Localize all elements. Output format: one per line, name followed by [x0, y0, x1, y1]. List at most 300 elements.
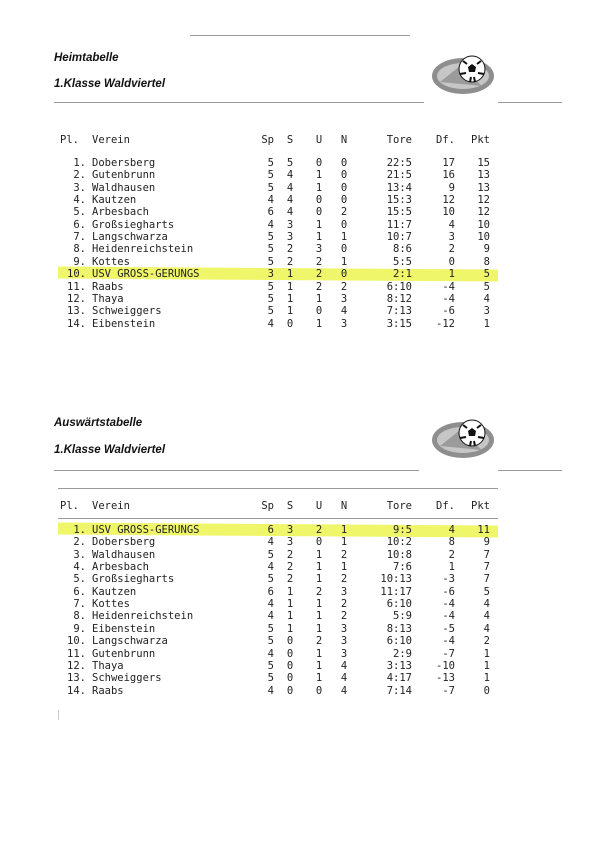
- cell-verein: Langschwarza: [92, 635, 168, 648]
- cell-n: 0: [340, 157, 348, 169]
- cell-u: 0: [315, 194, 323, 207]
- cell-sp: 4: [267, 561, 274, 574]
- cell-n: 3: [340, 622, 348, 635]
- table-row: [0, 231, 600, 244]
- cell-tore: 7:13: [386, 305, 412, 318]
- col-sp: Sp: [261, 500, 274, 512]
- cell-verein: Kautzen: [92, 194, 137, 207]
- cell-df: -4: [442, 292, 455, 305]
- table-row: [0, 281, 600, 294]
- cell-s: 2: [286, 548, 294, 561]
- cell-verein: Dobersberg: [92, 157, 156, 169]
- divider: [498, 470, 562, 471]
- cell-s: 3: [286, 231, 294, 244]
- cell-pkt: 9: [483, 243, 490, 256]
- cell-verein: Thaya: [92, 659, 124, 672]
- col-tore: Tore: [386, 500, 412, 512]
- cell-verein: Kautzen: [92, 585, 137, 598]
- table-row: [0, 672, 600, 685]
- cell-df: 2: [448, 548, 455, 561]
- cell-verein: Schweiggers: [92, 672, 162, 685]
- cell-sp: 4: [267, 684, 274, 697]
- cell-verein: USV GROSS-GERUNGS: [92, 524, 200, 536]
- cell-n: 2: [340, 548, 348, 561]
- col-s: S: [286, 134, 294, 146]
- cell-n: 2: [340, 610, 348, 623]
- cell-tore: 8:12: [386, 292, 412, 305]
- cell-verein: Heidenreichstein: [92, 610, 194, 623]
- col-s: S: [286, 500, 294, 512]
- cell-df: -7: [442, 684, 455, 697]
- cell-u: 1: [315, 231, 323, 244]
- cell-sp: 5: [267, 292, 274, 305]
- cell-n: 0: [340, 218, 348, 231]
- cell-tore: 10:8: [386, 548, 412, 561]
- col-pkt: Pkt: [471, 500, 490, 512]
- cell-n: 1: [340, 255, 348, 268]
- cell-df: 1: [448, 268, 455, 281]
- col-df: Df.: [436, 134, 455, 146]
- cell-sp: 6: [267, 206, 274, 219]
- cell-verein: Dobersberg: [92, 536, 156, 549]
- cell-pl: 11.: [67, 280, 86, 293]
- cell-u: 1: [315, 548, 323, 561]
- cell-n: 4: [340, 684, 348, 697]
- table-header: [0, 134, 600, 147]
- cell-df: -3: [442, 573, 455, 586]
- cell-sp: 4: [267, 317, 274, 330]
- cell-tore: 13:4: [386, 181, 412, 194]
- cell-verein: Waldhausen: [92, 548, 156, 561]
- cell-sp: 4: [267, 194, 274, 207]
- table-row: [0, 157, 600, 170]
- table-row: [0, 256, 600, 269]
- table-row: [0, 623, 600, 636]
- cell-tore: 22:5: [386, 157, 412, 169]
- cell-s: 5: [286, 157, 294, 169]
- table-row: [0, 206, 600, 219]
- cell-df: 8: [448, 536, 455, 549]
- divider: [498, 102, 562, 103]
- cell-pkt: 11: [477, 524, 490, 536]
- cell-pkt: 12: [477, 194, 490, 207]
- cell-pl: 12.: [67, 659, 86, 672]
- cell-verein: Gutenbrunn: [92, 169, 156, 182]
- col-n: N: [340, 500, 348, 512]
- cell-df: -10: [436, 659, 455, 672]
- cell-pkt: 13: [477, 181, 490, 194]
- cell-u: 1: [315, 317, 323, 330]
- cell-s: 1: [286, 622, 294, 635]
- cell-pl: 5.: [73, 573, 86, 586]
- cell-verein: Kottes: [92, 598, 130, 611]
- cell-pkt: 1: [483, 659, 490, 672]
- cell-pl: 6.: [73, 585, 86, 598]
- table-row: [0, 318, 600, 331]
- table-row: [0, 268, 600, 281]
- cell-pl: 4.: [73, 194, 86, 207]
- cell-tore: 11:7: [386, 218, 412, 231]
- soccer-ball-icon: [430, 52, 500, 96]
- col-n: N: [340, 134, 348, 146]
- cell-s: 3: [286, 536, 294, 549]
- cell-u: 3: [315, 243, 323, 256]
- cell-u: 0: [315, 536, 323, 549]
- cell-s: 2: [286, 561, 294, 574]
- cell-sp: 5: [267, 231, 274, 244]
- cell-s: 1: [286, 598, 294, 611]
- cell-pl: 13.: [67, 305, 86, 318]
- cell-df: 17: [442, 157, 455, 169]
- table-row: [0, 586, 600, 599]
- cell-verein: Waldhausen: [92, 181, 156, 194]
- cell-s: 0: [286, 672, 294, 685]
- cell-s: 4: [286, 206, 294, 219]
- cell-pkt: 10: [477, 231, 490, 244]
- col-verein: Verein: [92, 134, 130, 146]
- cell-sp: 4: [267, 647, 274, 660]
- table-row: [0, 610, 600, 623]
- cell-u: 2: [315, 635, 323, 648]
- cell-u: 1: [315, 610, 323, 623]
- cell-u: 0: [315, 206, 323, 219]
- cell-u: 1: [315, 292, 323, 305]
- table-row: [0, 305, 600, 318]
- cell-tore: 10:2: [386, 536, 412, 549]
- cell-u: 2: [315, 524, 323, 536]
- divider: [54, 470, 419, 471]
- cell-tore: 3:13: [386, 659, 412, 672]
- cell-n: 2: [340, 206, 348, 219]
- cell-df: 1: [448, 561, 455, 574]
- cell-verein: Arbesbach: [92, 206, 149, 219]
- cell-pl: 11.: [67, 647, 86, 660]
- cell-n: 1: [340, 536, 348, 549]
- cell-df: -5: [442, 622, 455, 635]
- cell-df: -4: [442, 610, 455, 623]
- cell-tore: 15:3: [386, 194, 412, 207]
- table-row: [0, 169, 600, 182]
- table-row: [0, 573, 600, 586]
- table-row: [0, 635, 600, 648]
- cell-df: 3: [448, 231, 455, 244]
- cell-s: 1: [286, 610, 294, 623]
- cell-u: 1: [315, 573, 323, 586]
- cell-s: 2: [286, 573, 294, 586]
- cell-n: 1: [340, 524, 348, 536]
- cell-u: 1: [315, 672, 323, 685]
- cell-df: -4: [442, 598, 455, 611]
- cell-pkt: 5: [483, 585, 490, 598]
- cell-s: 4: [286, 194, 294, 207]
- cell-u: 2: [315, 585, 323, 598]
- cell-pkt: 5: [483, 280, 490, 293]
- cell-tore: 7:6: [393, 561, 412, 574]
- cell-verein: Heidenreichstein: [92, 243, 194, 256]
- cell-verein: Kottes: [92, 255, 130, 268]
- cell-n: 3: [340, 585, 348, 598]
- cell-sp: 4: [267, 536, 274, 549]
- cell-tore: 5:9: [393, 610, 412, 623]
- divider: [58, 518, 498, 519]
- cell-pkt: 4: [483, 610, 490, 623]
- cell-df: -7: [442, 647, 455, 660]
- cell-pkt: 4: [483, 598, 490, 611]
- cell-n: 2: [340, 573, 348, 586]
- table-row: [0, 685, 600, 698]
- cell-tore: 8:13: [386, 622, 412, 635]
- table-row: [0, 536, 600, 549]
- table-row: [0, 194, 600, 207]
- cell-pl: 2.: [73, 169, 86, 182]
- cell-u: 1: [315, 218, 323, 231]
- cell-pl: 8.: [73, 610, 86, 623]
- cell-pl: 1.: [73, 524, 86, 536]
- cell-n: 2: [340, 280, 348, 293]
- cell-sp: 5: [267, 169, 274, 182]
- cell-tore: 6:10: [386, 598, 412, 611]
- table-row: [0, 524, 600, 537]
- cell-df: -13: [436, 672, 455, 685]
- cell-s: 2: [286, 255, 294, 268]
- col-u: U: [315, 134, 323, 146]
- cell-verein: Arbesbach: [92, 561, 149, 574]
- cell-df: 2: [448, 243, 455, 256]
- cell-pl: 12.: [67, 292, 86, 305]
- table-row: [0, 561, 600, 574]
- cell-s: 1: [286, 585, 294, 598]
- table-row: [0, 243, 600, 256]
- divider: [58, 710, 59, 720]
- cell-pl: 9.: [73, 622, 86, 635]
- cell-df: 4: [448, 218, 455, 231]
- cell-tore: 6:10: [386, 635, 412, 648]
- cell-pkt: 13: [477, 169, 490, 182]
- cell-s: 1: [286, 305, 294, 318]
- cell-u: 0: [315, 684, 323, 697]
- divider: [54, 102, 424, 103]
- cell-n: 0: [340, 169, 348, 182]
- cell-sp: 6: [267, 585, 274, 598]
- cell-pl: 4.: [73, 561, 86, 574]
- cell-s: 0: [286, 659, 294, 672]
- cell-s: 1: [286, 268, 294, 281]
- cell-s: 3: [286, 524, 294, 536]
- cell-pkt: 7: [483, 573, 490, 586]
- divider: [190, 35, 410, 36]
- cell-verein: Eibenstein: [92, 622, 156, 635]
- cell-df: 16: [442, 169, 455, 182]
- cell-pl: 14.: [67, 317, 86, 330]
- cell-tore: 4:17: [386, 672, 412, 685]
- cell-n: 4: [340, 672, 348, 685]
- cell-pkt: 5: [483, 268, 490, 281]
- cell-s: 1: [286, 292, 294, 305]
- cell-verein: Schweiggers: [92, 305, 162, 318]
- col-pl: Pl.: [60, 500, 79, 512]
- cell-sp: 5: [267, 181, 274, 194]
- cell-verein: Großsiegharts: [92, 573, 175, 586]
- cell-pl: 9.: [73, 255, 86, 268]
- cell-df: -4: [442, 280, 455, 293]
- cell-sp: 3: [267, 268, 274, 281]
- soccer-ball-icon: [430, 416, 500, 460]
- cell-df: 12: [442, 194, 455, 207]
- cell-sp: 5: [267, 548, 274, 561]
- cell-u: 0: [315, 157, 323, 169]
- cell-n: 3: [340, 635, 348, 648]
- cell-u: 1: [315, 622, 323, 635]
- cell-n: 4: [340, 659, 348, 672]
- table-title: Heimtabelle: [54, 52, 119, 64]
- col-verein: Verein: [92, 500, 130, 512]
- col-sp: Sp: [261, 134, 274, 146]
- cell-verein: Gutenbrunn: [92, 647, 156, 660]
- cell-sp: 5: [267, 635, 274, 648]
- cell-pl: 2.: [73, 536, 86, 549]
- cell-n: 1: [340, 561, 348, 574]
- cell-tore: 9:5: [393, 524, 412, 536]
- col-df: Df.: [436, 500, 455, 512]
- cell-verein: Thaya: [92, 292, 124, 305]
- cell-n: 3: [340, 292, 348, 305]
- cell-u: 2: [315, 268, 323, 281]
- cell-pkt: 1: [483, 317, 490, 330]
- cell-pl: 7.: [73, 598, 86, 611]
- cell-tore: 21:5: [386, 169, 412, 182]
- cell-pl: 3.: [73, 548, 86, 561]
- table-row: [0, 293, 600, 306]
- cell-pl: 13.: [67, 672, 86, 685]
- cell-sp: 5: [267, 305, 274, 318]
- cell-u: 0: [315, 305, 323, 318]
- cell-pkt: 12: [477, 206, 490, 219]
- cell-verein: Raabs: [92, 684, 124, 697]
- cell-tore: 5:5: [393, 255, 412, 268]
- cell-s: 1: [286, 280, 294, 293]
- cell-n: 3: [340, 647, 348, 660]
- cell-tore: 10:13: [380, 573, 412, 586]
- cell-pkt: 3: [483, 305, 490, 318]
- cell-verein: Eibenstein: [92, 317, 156, 330]
- cell-pl: 10.: [67, 268, 86, 281]
- cell-pl: 14.: [67, 684, 86, 697]
- cell-verein: Großsiegharts: [92, 218, 175, 231]
- cell-df: -12: [436, 317, 455, 330]
- table-title: Auswärtstabelle: [54, 417, 143, 429]
- cell-df: 0: [448, 255, 455, 268]
- cell-sp: 5: [267, 672, 274, 685]
- league-name: 1.Klasse Waldviertel: [54, 444, 166, 456]
- cell-tore: 10:7: [386, 231, 412, 244]
- cell-pkt: 9: [483, 536, 490, 549]
- cell-n: 2: [340, 598, 348, 611]
- cell-pl: 3.: [73, 181, 86, 194]
- cell-pkt: 7: [483, 561, 490, 574]
- cell-verein: Langschwarza: [92, 231, 168, 244]
- cell-pl: 8.: [73, 243, 86, 256]
- cell-n: 0: [340, 268, 348, 281]
- cell-sp: 5: [267, 243, 274, 256]
- cell-sp: 5: [267, 157, 274, 169]
- cell-pkt: 15: [477, 157, 490, 169]
- cell-tore: 3:15: [386, 317, 412, 330]
- cell-pkt: 8: [483, 255, 490, 268]
- cell-sp: 5: [267, 622, 274, 635]
- cell-s: 4: [286, 181, 294, 194]
- league-name: 1.Klasse Waldviertel: [54, 78, 166, 90]
- cell-pl: 7.: [73, 231, 86, 244]
- cell-pkt: 10: [477, 218, 490, 231]
- table-row: [0, 219, 600, 232]
- table-header: [0, 500, 600, 513]
- cell-df: 10: [442, 206, 455, 219]
- cell-u: 1: [315, 169, 323, 182]
- cell-pl: 1.: [73, 157, 86, 169]
- cell-u: 1: [315, 647, 323, 660]
- cell-s: 4: [286, 169, 294, 182]
- table-row: [0, 660, 600, 673]
- cell-u: 1: [315, 561, 323, 574]
- cell-tore: 2:9: [393, 647, 412, 660]
- cell-tore: 11:17: [380, 585, 412, 598]
- cell-df: 9: [448, 181, 455, 194]
- cell-pkt: 0: [483, 684, 490, 697]
- cell-tore: 2:1: [393, 268, 412, 281]
- col-u: U: [315, 500, 323, 512]
- cell-sp: 4: [267, 610, 274, 623]
- cell-df: -6: [442, 305, 455, 318]
- cell-sp: 5: [267, 280, 274, 293]
- cell-pl: 6.: [73, 218, 86, 231]
- col-pkt: Pkt: [471, 134, 490, 146]
- cell-tore: 6:10: [386, 280, 412, 293]
- divider: [58, 488, 498, 489]
- cell-pkt: 7: [483, 548, 490, 561]
- cell-df: -6: [442, 585, 455, 598]
- cell-u: 1: [315, 598, 323, 611]
- cell-s: 0: [286, 684, 294, 697]
- cell-df: 4: [448, 524, 455, 536]
- col-tore: Tore: [386, 134, 412, 146]
- table-row: [0, 648, 600, 661]
- cell-verein: USV GROSS-GERUNGS: [92, 268, 200, 281]
- cell-pkt: 4: [483, 292, 490, 305]
- cell-u: 2: [315, 255, 323, 268]
- cell-n: 0: [340, 181, 348, 194]
- cell-n: 0: [340, 194, 348, 207]
- cell-sp: 4: [267, 218, 274, 231]
- table-row: [0, 549, 600, 562]
- cell-pkt: 4: [483, 622, 490, 635]
- cell-u: 1: [315, 181, 323, 194]
- cell-n: 0: [340, 243, 348, 256]
- cell-s: 0: [286, 317, 294, 330]
- cell-s: 0: [286, 635, 294, 648]
- cell-sp: 5: [267, 573, 274, 586]
- cell-s: 2: [286, 243, 294, 256]
- table-row: [0, 598, 600, 611]
- cell-pl: 10.: [67, 635, 86, 648]
- cell-u: 2: [315, 280, 323, 293]
- cell-s: 3: [286, 218, 294, 231]
- cell-n: 4: [340, 305, 348, 318]
- cell-pkt: 1: [483, 672, 490, 685]
- cell-verein: Raabs: [92, 280, 124, 293]
- cell-n: 3: [340, 317, 348, 330]
- cell-pkt: 2: [483, 635, 490, 648]
- cell-df: -4: [442, 635, 455, 648]
